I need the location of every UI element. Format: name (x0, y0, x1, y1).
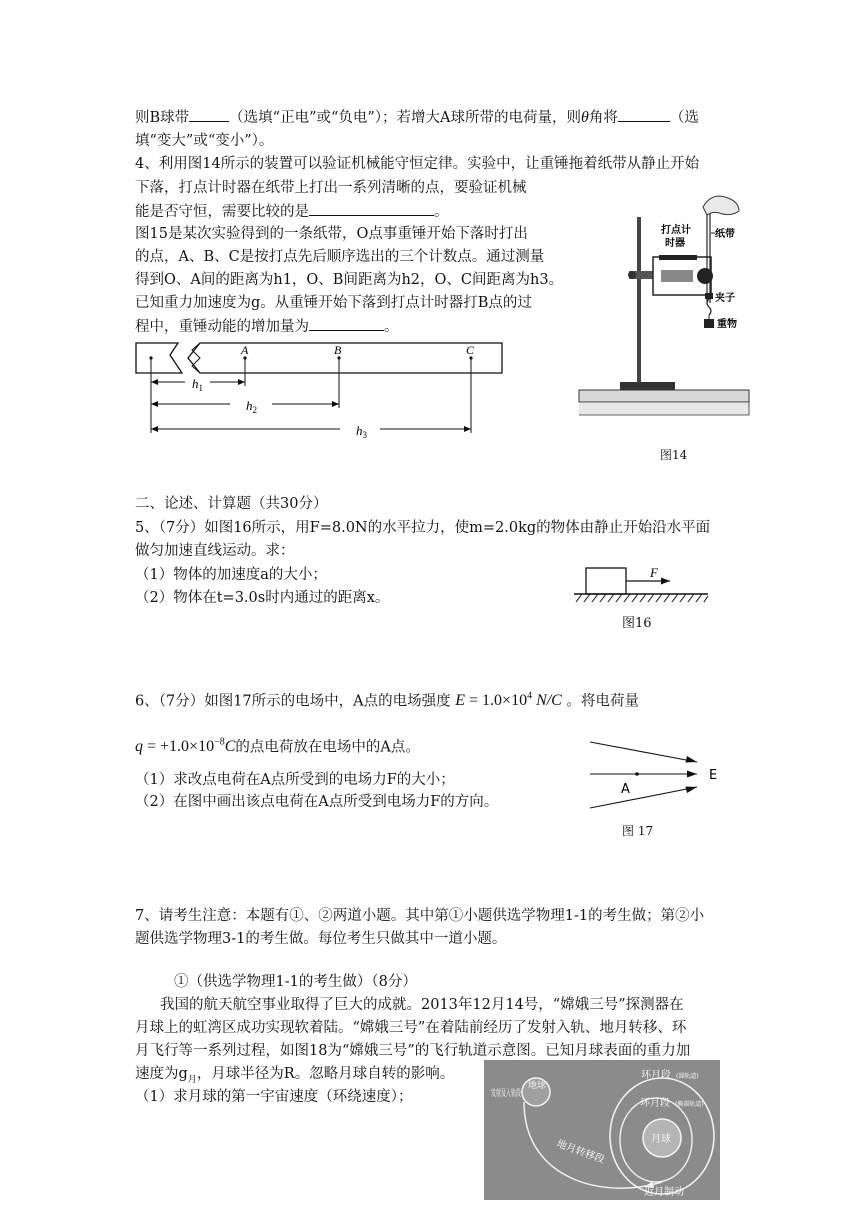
tape-left-piece (136, 343, 182, 373)
field-line-top (590, 742, 697, 762)
electric-field-figure (585, 734, 725, 816)
q4-line-6: 得到O、A间的距离为h1，O、B间距离为h2，O、C间距离为h3。 (135, 272, 564, 288)
answer-blank[interactable] (189, 107, 229, 122)
label-clip: 夹子 (715, 293, 735, 304)
figure-17-caption: 图 17 (622, 824, 654, 838)
apparatus-figure (565, 185, 750, 425)
q7-subquestion-1: ①（供选学物理1-1的考生做）（8分） (174, 974, 417, 990)
label-b: B (334, 343, 342, 357)
q5-part-1: （1）物体的加速度a的大小； (135, 567, 327, 583)
q4-line-7: 已知重力加速度为g。从重锤开始下落到打点计时器打B点的过 (135, 295, 532, 311)
q6-line-1 (135, 684, 639, 714)
q7-para-4 (135, 1064, 454, 1090)
table-edge (579, 402, 749, 415)
orbit-diagram-figure (484, 1060, 720, 1200)
q7-para-3: 月飞行等一系列过程，如图18为“嫦娥三号”的飞行轨道示意图。已知月球表面的重力加 (135, 1043, 691, 1059)
stand-rod (637, 217, 641, 383)
q3-line-2: 填“变大”或“变小”）。 (135, 133, 274, 149)
q4-line-2: 下落，打点计时器在纸带上打出一系列清晰的点，要验证机械 (135, 180, 527, 196)
q4-line-8 (135, 316, 399, 337)
earth-label: 地球 (528, 1081, 547, 1091)
q7-text: ，月球半径为R。忽略月球自转的影响。 (196, 1066, 455, 1082)
label-timer-1: 打点计 (661, 225, 691, 236)
q6-part-1: （1）求改点电荷在A点所受到的电场力F的大小； (135, 772, 455, 788)
label-a: A (241, 343, 249, 357)
force-label: F (650, 565, 658, 580)
label-c: C (466, 343, 475, 357)
label-h3: $h_3$ (356, 423, 367, 440)
q6-text: 。将电荷量 (566, 693, 639, 710)
point-a-label: A (621, 782, 630, 797)
stand-base (620, 382, 675, 390)
circular-orbit-label: 环月段 (641, 1070, 671, 1081)
q5-line-1: 5、（7分）如图16所示，用F=8.0N的水平拉力，使m=2.0kg的物体由静止开始沿水平面 (135, 520, 711, 536)
block-force-figure (570, 562, 710, 606)
q6-text: 的点电荷放在电场中的A点。 (235, 739, 420, 756)
q7-line-1: 7、请考生注意：本题有①、②两道小题。其中第①小题供选学物理1-1的考生做；第②小 (135, 908, 705, 924)
q7-question-1: （1）求月球的第一宇宙速度（环绕速度）； (135, 1089, 413, 1105)
answer-blank[interactable] (309, 316, 384, 331)
point-a (635, 772, 639, 776)
theta-symbol: θ (581, 109, 589, 126)
ground-hatch (576, 594, 708, 602)
timer-core (661, 270, 693, 282)
brake-label: 近月制动 (644, 1187, 684, 1198)
answer-blank[interactable] (618, 107, 670, 122)
q5-line-2: 做匀加速直线运动。求： (135, 543, 295, 559)
block (586, 568, 626, 594)
hand (703, 196, 739, 215)
q4-text: 能是否守恒，需要比较的是 (135, 204, 309, 220)
elliptical-orbit-sub: (椭圆轨道) (675, 1101, 704, 1108)
q4-period: 。 (434, 204, 449, 220)
weight-block (704, 319, 714, 328)
q4-line-4: 图15是某次实验得到的一条纸带，O点事重锤开始下落时打出 (135, 226, 528, 242)
q6-line-2 (135, 730, 420, 760)
answer-blank[interactable] (309, 201, 434, 216)
tape-right-piece (188, 343, 502, 373)
figure-16-caption: 图16 (622, 616, 652, 631)
label-h1: $h_1$ (192, 376, 203, 393)
q5-part-2: （2）物体在t=3.0s时内通过的距离x。 (135, 590, 390, 606)
label-h2: $h_2$ (246, 398, 257, 415)
circular-orbit-sub: (圆轨道) (676, 1073, 699, 1080)
q4-period: 。 (384, 319, 399, 335)
label-timer-2: 时器 (665, 238, 685, 249)
q4-text: 程中，重锤动能的增加量为 (135, 319, 309, 335)
q6-part-2: （2）在图中画出该点电荷在A点所受到电场力F的方向。 (135, 794, 499, 810)
elliptical-orbit-label: 环月段 (640, 1098, 670, 1109)
section-title: 二、论述、计算题（共30分） (135, 496, 328, 512)
moon-label: 月球 (651, 1134, 671, 1145)
moon-subscript: 月 (187, 1074, 197, 1085)
transfer-label: 地月转移段 (554, 1138, 606, 1166)
table-top (579, 390, 749, 402)
launch-label: 发射及入轨段 (491, 1089, 546, 1099)
q4-line-1: 4、利用图14所示的装置可以验证机械能守恒定律。实验中，让重锤拖着纸带从静止开始 (135, 156, 700, 172)
q6-text: 6、（7分）如图17所示的电场中，A点的电场强度 (135, 693, 451, 710)
q7-text: 速度为g (135, 1066, 188, 1082)
q4-line-3 (135, 201, 449, 222)
charge-formula: $q = +1.0\times 10^{-8}C$ (135, 737, 236, 756)
label-weight: 重物 (717, 319, 737, 330)
q3-line-1 (135, 107, 699, 128)
field-line-bottom (590, 787, 697, 808)
q7-para-1: 我国的航天航空事业取得了巨大的成就。2013年12月14号，“嫦娥三号”探测器在 (160, 997, 684, 1013)
q4-line-5: 的点，A、B、C是按打点先后顺序选出的三个计数点。通过测量 (135, 249, 545, 265)
q3-text-c: 角将 (588, 110, 618, 126)
paper-tape-figure (130, 338, 510, 440)
q3-text-b: （选填“正电”或“负电”）；若增大A球所带的电荷量，则 (229, 110, 582, 126)
figure-14-caption: 图14 (660, 448, 688, 462)
field-label-e: E (709, 768, 718, 783)
q3-text-a: 则B球带 (135, 110, 190, 126)
label-tape: 纸带 (715, 229, 735, 240)
q7-para-2: 月球上的虹湾区成功实现软着陆。“嫦娥三号”在着陆前经历了发射入轨、地月转移、环 (135, 1020, 687, 1036)
q7-line-2: 题供选学物理3-1的考生做。每位考生只做其中一道小题。 (135, 931, 507, 947)
diagram-background (484, 1060, 720, 1200)
field-strength-formula: $E = 1.0\times 10^4$ N/C (455, 691, 562, 710)
q3-text-d: （选 (669, 110, 699, 126)
